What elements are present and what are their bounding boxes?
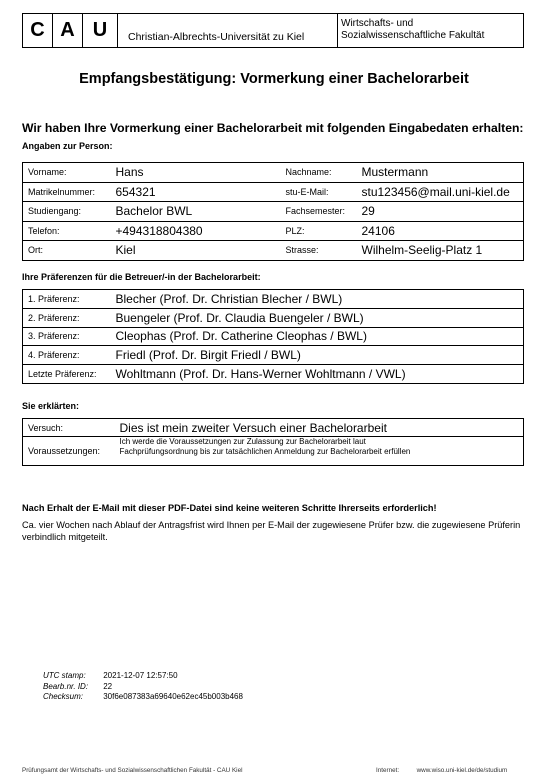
- lastname-label: Nachname:: [281, 163, 357, 183]
- checksum-value: 30f6e087383a69640e62ec45b003b468: [103, 692, 243, 701]
- utc-stamp-row: [43, 671, 243, 682]
- matriculation-value: 654321: [111, 182, 281, 202]
- zip-value: 24106: [357, 221, 524, 241]
- person-table: [22, 162, 524, 261]
- logo-letter-u: U: [83, 14, 118, 47]
- stamp-block: [43, 671, 243, 703]
- table-row: [23, 290, 524, 309]
- semester-value: 29: [357, 202, 524, 222]
- street-label: Strasse:: [281, 241, 357, 261]
- utc-stamp-value: 2021-12-07 12:57:50: [103, 671, 178, 680]
- logo-letter-a: A: [53, 14, 83, 47]
- preference-label: Letzte Präferenz:: [23, 365, 111, 384]
- requirements-value: [115, 437, 524, 466]
- person-section-label: Angaben zur Person:: [22, 141, 113, 151]
- lastname-value: Mustermann: [357, 163, 524, 183]
- table-row: [23, 346, 524, 365]
- university-name: Christian-Albrechts-Universität zu Kiel: [128, 31, 305, 43]
- phone-value: +494318804380: [111, 221, 281, 241]
- preference-label: 3. Präferenz:: [23, 327, 111, 346]
- city-value: Kiel: [111, 241, 281, 261]
- table-row: [23, 365, 524, 384]
- table-row: [23, 221, 524, 241]
- requirements-line-1: Ich werde die Voraussetzungen zur Zulassung zur Bachelorarbeit laut: [119, 437, 366, 446]
- faculty-line-1: Wirtschafts- und: [341, 18, 414, 29]
- table-row: [23, 419, 524, 437]
- declarations-table: [22, 418, 524, 466]
- preference-label: 4. Präferenz:: [23, 346, 111, 365]
- checksum-row: [43, 692, 243, 703]
- attempt-label: Versuch:: [23, 419, 115, 437]
- phone-label: Telefon:: [23, 221, 111, 241]
- program-value: Bachelor BWL: [111, 202, 281, 222]
- street-value: Wilhelm-Seelig-Platz 1: [357, 241, 524, 261]
- requirements-label: Voraussetzungen:: [23, 437, 115, 466]
- bearb-id-label: Bearb.nr. ID:: [43, 681, 89, 691]
- faculty-name: [337, 14, 524, 47]
- matriculation-label: Matrikelnummer:: [23, 182, 111, 202]
- firstname-label: Vorname:: [23, 163, 111, 183]
- notice-text: Nach Erhalt der E-Mail mit dieser PDF-Datei sind keine weiteren Schritte Ihrerseits erforderlich!: [22, 503, 437, 513]
- semester-label: Fachsemester:: [281, 202, 357, 222]
- footer-internet-link[interactable]: www.wiso.uni-kiel.de/de/studium: [416, 767, 508, 774]
- city-label: Ort:: [23, 241, 111, 261]
- preference-value: Wohltmann (Prof. Dr. Hans-Werner Wohltmann / VWL): [111, 365, 524, 384]
- university-header: [22, 13, 524, 48]
- preference-label: 1. Präferenz:: [23, 290, 111, 309]
- table-row: [23, 437, 524, 466]
- table-row: [23, 182, 524, 202]
- table-row: [23, 241, 524, 261]
- info-paragraph: Ca. vier Wochen nach Ablauf der Antragsfrist wird Ihnen per E-Mail der zugewiesene Prüfer bzw. die zugewiesene Prüferin verbindlich mitgeteilt.: [22, 520, 521, 542]
- email-value: stu123456@mail.uni-kiel.de: [357, 182, 524, 202]
- page-title: Empfangsbestätigung: Vormerkung einer Bachelorarbeit: [79, 71, 469, 87]
- footer-internet-label: Internet:: [376, 767, 400, 774]
- table-row: [23, 308, 524, 327]
- attempt-value: Dies ist mein zweiter Versuch einer Bachelorarbeit: [115, 419, 524, 437]
- bearb-id-row: [43, 682, 243, 693]
- declarations-section-label: Sie erklärten:: [22, 401, 80, 411]
- footer-internet: [376, 767, 507, 774]
- requirements-line-2: Fachprüfungsordnung bis zur tatsächlichen Anmeldung zur Bachelorarbeit erfüllen: [119, 446, 411, 456]
- preference-value: Buengeler (Prof. Dr. Claudia Buengeler / BWL): [111, 308, 524, 327]
- table-row: [23, 163, 524, 183]
- preferences-table: [22, 289, 524, 384]
- table-row: [23, 202, 524, 222]
- footer-office: Prüfungsamt der Wirtschafts- und Sozialwissenschaftlichen Fakultät - CAU Kiel: [22, 767, 243, 774]
- email-label: stu-E-Mail:: [281, 182, 357, 202]
- firstname-value: Hans: [111, 163, 281, 183]
- checksum-label: Checksum:: [43, 692, 84, 701]
- utc-stamp-label: UTC stamp:: [43, 671, 86, 680]
- logo-letter-c: C: [23, 14, 53, 47]
- page-subtitle: Wir haben Ihre Vormerkung einer Bachelorarbeit mit folgenden Eingabedaten erhalten:: [22, 121, 524, 135]
- preference-value: Friedl (Prof. Dr. Birgit Friedl / BWL): [111, 346, 524, 365]
- table-row: [23, 327, 524, 346]
- faculty-line-2: Sozialwissenschaftliche Fakultät: [341, 30, 485, 41]
- preference-value: Cleophas (Prof. Dr. Catherine Cleophas / BWL): [111, 327, 524, 346]
- zip-label: PLZ:: [281, 221, 357, 241]
- program-label: Studiengang:: [23, 202, 111, 222]
- bearb-id-value: 22: [103, 681, 113, 691]
- preference-value: Blecher (Prof. Dr. Christian Blecher / BWL): [111, 290, 524, 309]
- preferences-section-label: Ihre Präferenzen für die Betreuer/-in der Bachelorarbeit:: [22, 272, 261, 282]
- preference-label: 2. Präferenz:: [23, 308, 111, 327]
